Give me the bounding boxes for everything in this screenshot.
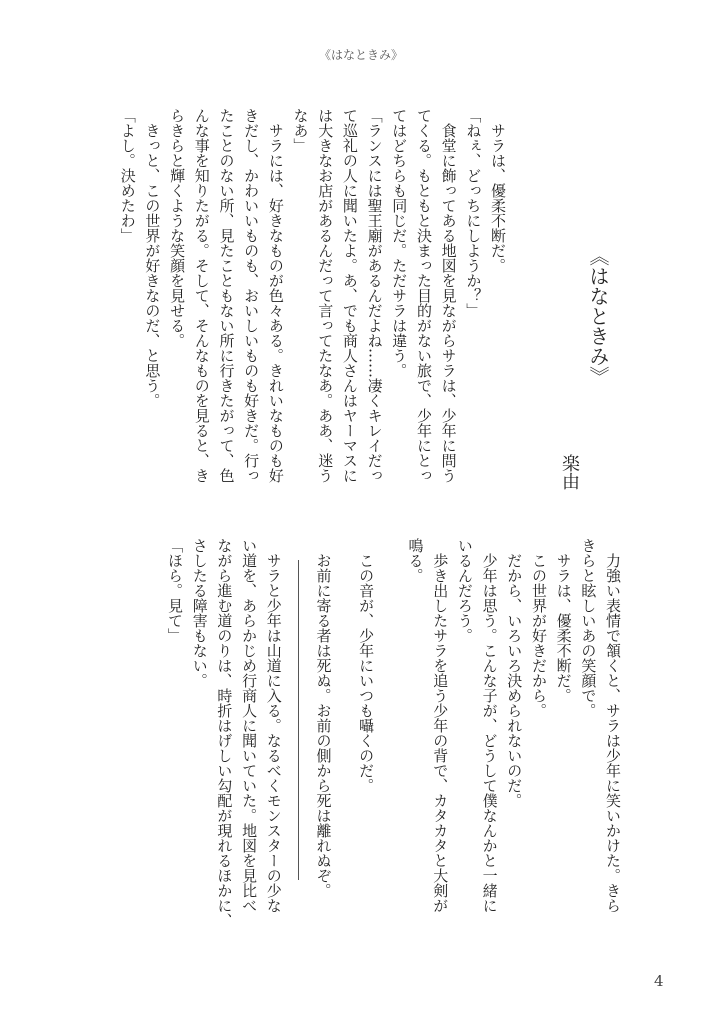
text-line: てくる。もともと決まった目的がない旅で、少年にとっ	[414, 108, 433, 483]
upper-text-block	[115, 108, 510, 483]
text-line: サラと少年は山道に入る。なるべくモンスターの少な	[264, 538, 283, 913]
author-name: 楽由	[559, 454, 580, 490]
chapter-title: 《はなときみ》	[586, 246, 610, 386]
text-line: らきらと輝くような笑顔を見せる。	[168, 108, 187, 348]
text-line: 力強い表情で頷くと、サラは少年に笑いかけた。きら	[604, 538, 622, 913]
text-line: い道を、あらかじめ行商人に聞いていた。地図を見比べ	[240, 538, 259, 913]
text-line: サラは、優柔不断だ。	[554, 538, 573, 703]
text-line: ながら進む道のりは、時折はげしい勾配が現れるほかに、	[215, 538, 234, 928]
text-line: 鳴る。	[406, 538, 425, 583]
text-line: 食堂に飾ってある地図を見ながらサラは、少年に問う	[439, 108, 458, 483]
text-line: んな事を知りたがる。そして、そんなものを見ると、き	[192, 108, 211, 483]
blank-line	[378, 538, 403, 928]
text-line: この音が、少年にいつも囁くのだ。	[357, 538, 376, 793]
text-line: お前に寄る者は死ぬ。お前の側から死は離れぬぞ。	[314, 538, 333, 898]
text-line: 歩き出したサラを追う少年の背で、カタカタと大剣が	[431, 538, 450, 913]
text-line: たことのない所、見たこともない所に行きたがって、色	[217, 108, 236, 483]
text-line: この世界が好きだから。	[529, 538, 548, 718]
text-line: て巡礼の人に聞いたよ。あ、でも商人さんはヤーマスに	[340, 108, 359, 483]
lower-text-block	[162, 538, 625, 928]
section-separator	[298, 560, 299, 880]
text-line: 「よし。決めたわ」	[118, 108, 137, 243]
text-line: だから、いろいろ決められないのだ。	[505, 538, 524, 808]
text-line: さしたる障害もない。	[190, 538, 209, 688]
text-line: 少年は思う。こんな子が、どうして僕なんかと一緒に	[480, 538, 499, 913]
text-line: いるんだろう。	[455, 538, 474, 643]
text-line: きっと、この世界が好きなのだ、と思う。	[143, 108, 162, 408]
page-number: 4	[654, 972, 664, 990]
text-line: サラは、優柔不断だ。	[489, 108, 507, 273]
text-line: サラには、好きなものが色々ある。きれいなものも好	[266, 108, 285, 483]
text-line: てはどちらも同じだ。ただサラは違う。	[390, 108, 409, 378]
text-line: 「ほら。見て」	[166, 538, 184, 643]
text-line: は大きなお店があるんだって言ってたなあ。ああ、迷う	[316, 108, 335, 483]
text-line: きだし、かわいいものも、おいしいものも好きだ。行っ	[242, 108, 261, 483]
text-line: 「ねぇ、どっちにしようか？」	[464, 108, 483, 318]
running-header: 《はなときみ》	[318, 48, 403, 62]
text-line: 「ランスには聖王廟があるんだよね……凄くキレイだっ	[365, 108, 384, 483]
text-line: なあ」	[291, 108, 310, 153]
text-line: きらと眩しいあの笑顔で。	[579, 538, 598, 718]
blank-line	[335, 538, 353, 928]
